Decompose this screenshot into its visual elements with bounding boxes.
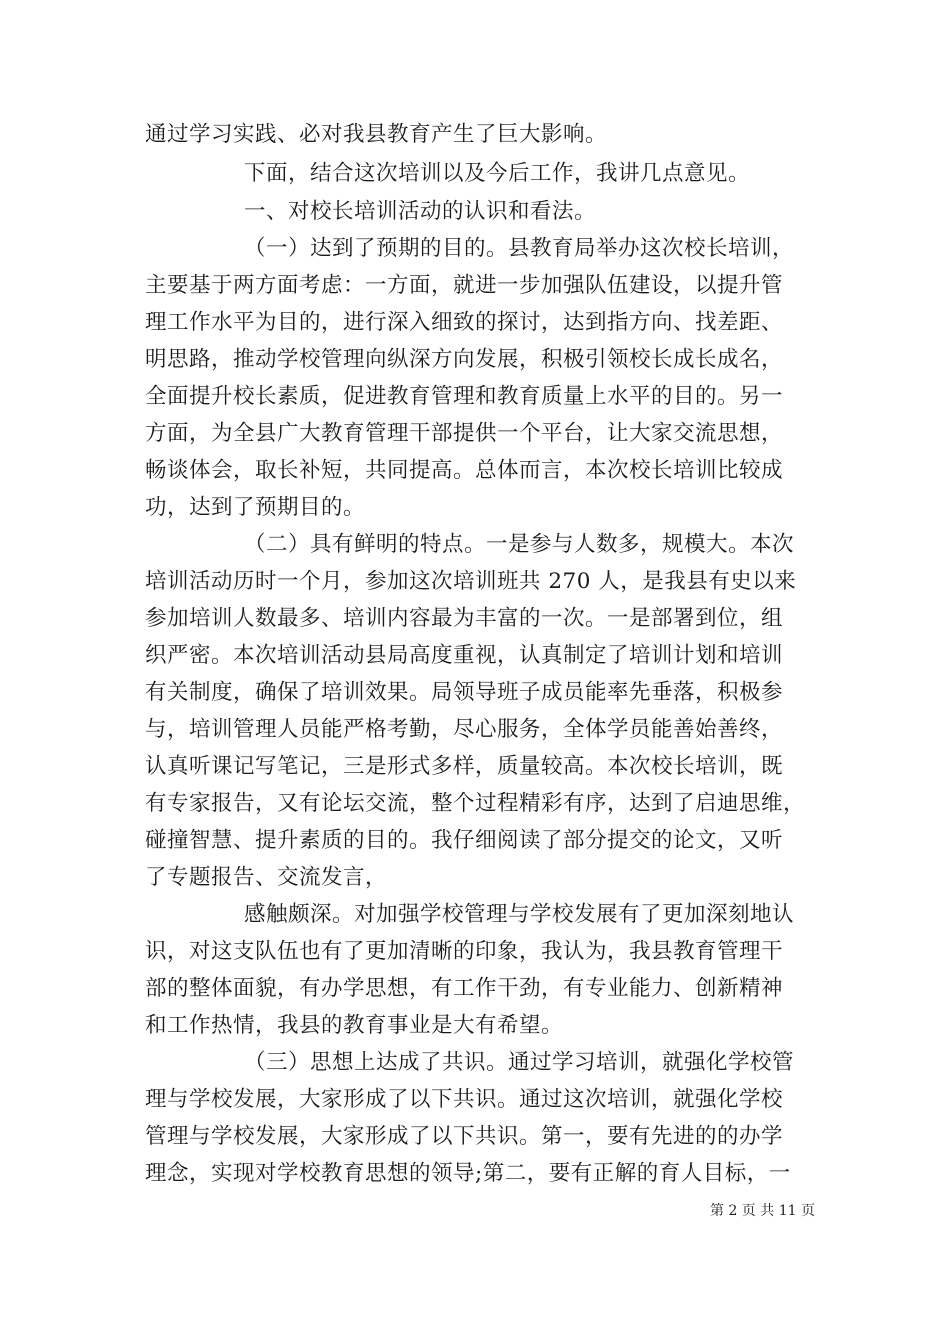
text-line: 理念，实现对学校教育思想的领导;第二，要有正解的育人目标，一 <box>145 1161 791 1186</box>
text-line: 培训活动历时一个月，参加这次培训班共 270 人，是我县有史以来 <box>145 569 797 594</box>
text-line: （一）达到了预期的目的。县教育局举办这次校长培训， <box>244 236 795 261</box>
text-line: 认真听课记写笔记，三是形式多样，质量较高。本次校长培训，既 <box>145 754 784 779</box>
text-line: 部的整体面貌，有办学思想，有工作干劲，有专业能力、创新精神 <box>145 976 784 1001</box>
text-line: 了专题报告、交流发言， <box>145 865 388 890</box>
text-line: 通过学习实践、必对我县教育产生了巨大影响。 <box>145 122 608 147</box>
text-line: （二）具有鲜明的特点。一是参与人数多，规模大。本次 <box>244 532 795 557</box>
text-line: 理工作水平为目的，进行深入细致的探讨，达到指方向、找差距、 <box>145 310 784 335</box>
text-line: 理与学校发展，大家形成了以下共识。通过这次培训，就强化学校 <box>145 1087 784 1112</box>
text-line: （三）思想上达成了共识。通过学习培训，就强化学校管 <box>244 1050 795 1075</box>
text-line: 畅谈体会，取长补短，共同提高。总体而言，本次校长培训比较成 <box>145 458 784 483</box>
text-line: 和工作热情，我县的教育事业是大有希望。 <box>145 1013 564 1038</box>
text-line: 全面提升校长素质，促进教育管理和教育质量上水平的目的。另一 <box>145 384 784 409</box>
text-line: 织严密。本次培训活动县局高度重视，认真制定了培训计划和培训 <box>145 643 784 668</box>
text-line: 管理与学校发展，大家形成了以下共识。第一，要有先进的的办学 <box>145 1124 784 1149</box>
page-number-footer: 第 2 页 共 11 页 <box>710 1203 815 1219</box>
text-line: 感触颇深。对加强学校管理与学校发展有了更加深刻地认 <box>244 902 795 927</box>
text-line: 碰撞智慧、提升素质的目的。我仔细阅读了部分提交的论文，又听 <box>145 828 784 853</box>
text-line: 有专家报告，又有论坛交流，整个过程精彩有序，达到了启迪思维， <box>145 791 806 816</box>
text-line: 方面，为全县广大教育管理干部提供一个平台，让大家交流思想， <box>145 421 784 446</box>
text-line: 与，培训管理人员能严格考勤，尽心服务，全体学员能善始善终， <box>145 717 784 742</box>
text-line: 有关制度，确保了培训效果。局领导班子成员能率先垂落，积极参 <box>145 680 784 705</box>
text-line: 功，达到了预期目的。 <box>145 495 366 520</box>
section-heading: 一、对校长培训活动的认识和看法。 <box>244 199 597 224</box>
text-line: 明思路，推动学校管理向纵深方向发展，积极引领校长成长成名， <box>145 347 784 372</box>
text-line: 参加培训人数最多、培训内容最为丰富的一次。一是部署到位，组 <box>145 606 784 631</box>
text-line: 识，对这支队伍也有了更加清晰的印象，我认为，我县教育管理干 <box>145 939 784 964</box>
text-line: 主要基于两方面考虑：一方面，就进一步加强队伍建设，以提升管 <box>145 273 784 298</box>
text-line: 下面，结合这次培训以及今后工作，我讲几点意见。 <box>244 161 751 186</box>
